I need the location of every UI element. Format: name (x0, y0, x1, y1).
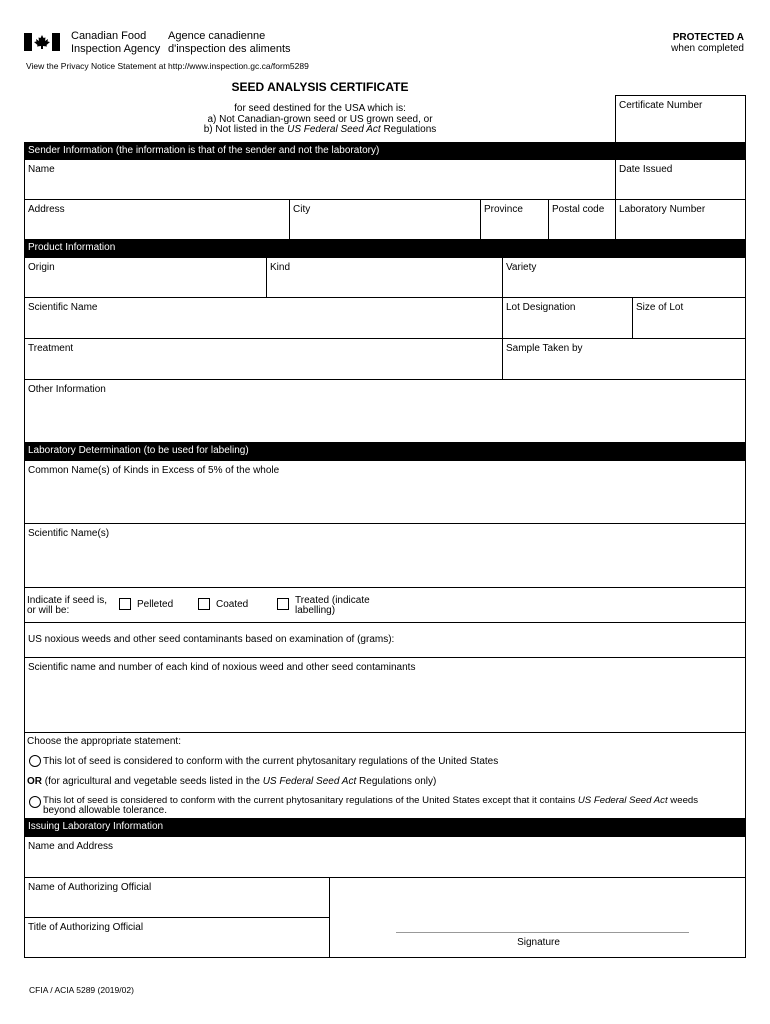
certificate-number-field[interactable] (615, 95, 746, 143)
treated-label-line2: labelling) (295, 605, 336, 616)
noxious-weeds-label: US noxious weeds and other seed contaminants based on examination of (grams): (28, 634, 395, 645)
origin-label: Origin (28, 262, 55, 273)
statement2-italic: US Federal Seed Act (577, 795, 668, 806)
sample-taken-by-field[interactable] (502, 338, 746, 380)
or-pre: (for agricultural and vegetable seeds listed in the (42, 776, 263, 787)
origin-field[interactable] (24, 257, 267, 298)
treatment-field[interactable] (24, 338, 503, 380)
size-of-lot-field[interactable] (632, 297, 746, 339)
or-bold: OR (27, 776, 42, 787)
form-title: SEED ANALYSIS CERTIFICATE (231, 80, 409, 94)
kind-label: Kind (270, 262, 291, 273)
signature-line (396, 932, 689, 933)
coated-label: Coated (216, 599, 249, 610)
privacy-notice: View the Privacy Notice Statement at http://www.inspection.gc.ca/form5289 (26, 61, 309, 71)
statement2-pre: This lot of seed is considered to conform with the current phytosanitary regulations of the United States except that it contains (43, 795, 578, 806)
choose-statement-label: Choose the appropriate statement: (27, 736, 181, 747)
scientific-name-field[interactable] (24, 297, 503, 339)
sender-name-label: Name (28, 164, 55, 175)
province-label: Province (484, 204, 523, 215)
agency-name-fr-line2: d'inspection des aliments (168, 43, 291, 55)
protected-label: PROTECTED A (672, 32, 744, 43)
city-field[interactable] (289, 199, 481, 240)
laboratory-number-field[interactable] (615, 199, 746, 240)
lab-section-heading: Laboratory Determination (to be used for labeling) (24, 442, 746, 460)
date-issued-label: Date Issued (619, 164, 673, 175)
address-label: Address (28, 204, 65, 215)
laboratory-number-label: Laboratory Number (619, 204, 706, 215)
postal-code-label: Postal code (552, 204, 605, 215)
sample-taken-by-label: Sample Taken by (506, 343, 583, 354)
treated-checkbox[interactable] (277, 598, 289, 610)
address-field[interactable] (24, 199, 290, 240)
signature-field[interactable] (329, 877, 746, 958)
signature-label: Signature (517, 937, 560, 948)
form-code: CFIA / ACIA 5289 (2019/02) (29, 985, 134, 995)
statement2-radio[interactable] (29, 796, 41, 808)
canada-flag-logo (24, 33, 60, 51)
province-field[interactable] (480, 199, 549, 240)
name-and-address-label: Name and Address (28, 841, 114, 852)
issuing-section-heading: Issuing Laboratory Information (24, 818, 746, 836)
noxious-weeds-grams-field[interactable] (24, 622, 746, 658)
coated-checkbox[interactable] (198, 598, 210, 610)
indicate-label-line1: Indicate if seed is, (27, 595, 108, 606)
authorizing-official-field[interactable] (24, 877, 330, 918)
city-label: City (293, 204, 311, 215)
scientific-name-label: Scientific Name (28, 302, 98, 313)
title-line3-italic: US Federal Seed Act (287, 124, 381, 135)
pelleted-label: Pelleted (137, 599, 174, 610)
agency-name-en-line2: Inspection Agency (71, 43, 161, 55)
sender-name-field[interactable] (24, 159, 616, 200)
title-line3 (0, 124, 640, 135)
lot-designation-label: Lot Designation (506, 302, 576, 313)
statement-section (24, 732, 746, 819)
title-line3-post: Regulations (380, 124, 437, 135)
treated-label-line1: Treated (indicate (295, 595, 370, 606)
variety-field[interactable] (502, 257, 746, 298)
authorizing-official-label: Name of Authorizing Official (28, 882, 152, 893)
lot-designation-field[interactable] (502, 297, 633, 339)
scientific-names-label: Scientific Name(s) (28, 528, 110, 539)
noxious-scientific-names-field[interactable] (24, 657, 746, 733)
scientific-names-field[interactable] (24, 523, 746, 588)
pelleted-checkbox[interactable] (119, 598, 131, 610)
title-line1: for seed destined for the USA which is: (234, 103, 406, 114)
variety-label: Variety (506, 262, 537, 273)
indicate-label-line2: or will be: (27, 605, 70, 616)
statement1-radio[interactable] (29, 755, 41, 767)
treatment-label: Treatment (28, 343, 74, 354)
size-of-lot-label: Size of Lot (636, 302, 684, 313)
certificate-number-label: Certificate Number (619, 100, 703, 111)
postal-code-field[interactable] (548, 199, 616, 240)
title-line3-pre: b) Not listed in the (203, 124, 288, 135)
agency-name-en-line1: Canadian Food (71, 30, 147, 42)
noxious-scientific-label: Scientific name and number of each kind of noxious weed and other seed contaminants (28, 662, 416, 673)
name-and-address-field[interactable] (24, 836, 746, 878)
seed-treatment-row (24, 587, 746, 623)
other-information-label: Other Information (28, 384, 106, 395)
or-post: Regulations only) (356, 776, 437, 787)
other-information-field[interactable] (24, 379, 746, 443)
product-section-heading: Product Information (24, 239, 746, 257)
title-official-field[interactable] (24, 917, 330, 958)
statement1-label: This lot of seed is considered to conform with the current phytosanitary regulations of the United States (43, 756, 499, 767)
statement2-label-line2: beyond allowable tolerance. (43, 805, 167, 816)
kind-field[interactable] (266, 257, 503, 298)
sender-section-heading: Sender Information (the information is that of the sender and not the laboratory) (24, 142, 746, 160)
common-names-label: Common Name(s) of Kinds in Excess of 5% of the whole (28, 465, 280, 476)
common-names-field[interactable] (24, 460, 746, 524)
protected-sublabel: when completed (671, 43, 744, 54)
title-official-label: Title of Authorizing Official (28, 922, 144, 933)
or-statement (27, 776, 436, 787)
agency-name-fr-line1: Agence canadienne (168, 30, 266, 42)
title-line2: a) Not Canadian-grown seed or US grown seed, or (207, 114, 433, 125)
date-issued-field[interactable] (615, 159, 746, 200)
statement2-post: weeds (667, 795, 699, 806)
or-italic: US Federal Seed Act (262, 776, 357, 787)
